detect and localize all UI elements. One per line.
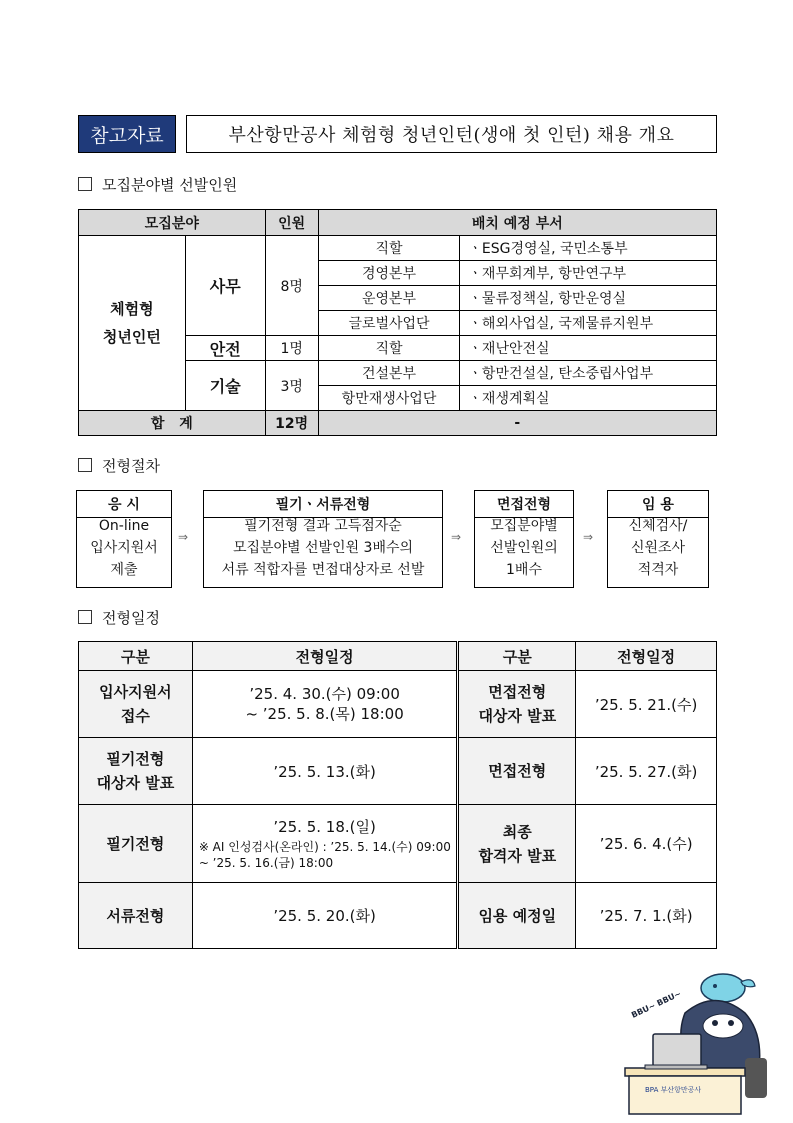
section-heading-schedule: 전형일정: [78, 607, 160, 628]
schedule-value: ’25. 5. 27.(화): [576, 738, 717, 805]
process-step-line: 신원조사: [630, 540, 686, 556]
recruitment-table: [78, 209, 717, 436]
schedule-value: ’25. 5. 21.(수): [576, 671, 717, 738]
count-safety: 1명: [265, 336, 318, 361]
schedule-value-with-note: [192, 805, 458, 883]
col-header-field: 모집분야: [79, 210, 266, 236]
total-dept: -: [318, 411, 716, 436]
dept-cell: ㆍ재무회계부, 항만연구부: [460, 261, 717, 286]
small-dolphin: [701, 974, 745, 1002]
process-step-line: 서류 적합자를 면접대상자로 선발: [221, 562, 425, 578]
category-tech: 기술: [185, 361, 265, 411]
schedule-value: ’25. 5. 13.(화): [192, 738, 458, 805]
schedule-label: 서류전형: [79, 883, 193, 949]
col-header-category: 구분: [79, 642, 193, 671]
arrow-right-icon: ⇒: [451, 530, 462, 544]
reference-label: 참고자료: [78, 115, 176, 153]
whale-eye: [712, 1020, 718, 1026]
process-step-line: 선발인원의: [490, 540, 558, 556]
total-count: 12명: [265, 411, 318, 436]
dept-cell: ㆍESG경영실, 국민소통부: [460, 236, 717, 261]
laptop-base: [645, 1065, 707, 1069]
col-header-category: 구분: [458, 642, 576, 671]
schedule-label: 최종 합격자 발표: [458, 805, 576, 883]
whale-face: [703, 1014, 743, 1038]
category-office: 사무: [185, 236, 265, 336]
process-step-interview: [474, 490, 574, 588]
schedule-label: 필기전형 대상자 발표: [79, 738, 193, 805]
col-header-schedule: 전형일정: [192, 642, 458, 671]
chair: [745, 1058, 767, 1098]
schedule-label: 입사지원서 접수: [79, 671, 193, 738]
desk-front: [629, 1076, 741, 1114]
category-safety: 안전: [185, 336, 265, 361]
checkbox-square-icon: [78, 610, 92, 624]
process-step-hire: [607, 490, 709, 588]
count-tech: 3명: [265, 361, 318, 411]
small-dolphin-eye: [713, 984, 717, 988]
col-header-count: 인원: [265, 210, 318, 236]
dept-cell: ㆍ항만건설실, 탄소중립사업부: [460, 361, 717, 386]
checkbox-square-icon: [78, 458, 92, 472]
laptop-logo: BPA 부산항만공사: [645, 1086, 702, 1094]
page-title: 부산항만공사 체험형 청년인턴(생애 첫 인턴) 채용 개요: [186, 115, 717, 153]
process-step-line: 필기전형 결과 고득점자순: [244, 518, 402, 534]
schedule-value: ’25. 7. 1.(화): [576, 883, 717, 949]
laptop-icon: [653, 1034, 701, 1066]
whale-eye: [728, 1020, 734, 1026]
arrow-right-icon: ⇒: [583, 530, 594, 544]
schedule-value: ’25. 4. 30.(수) 09:00 ~ ’25. 5. 8.(목) 18:00: [192, 671, 458, 738]
checkbox-square-icon: [78, 177, 92, 191]
dept-cell: ㆍ재생계획실: [460, 386, 717, 411]
schedule-label: 면접전형 대상자 발표: [458, 671, 576, 738]
schedule-label: 필기전형: [79, 805, 193, 883]
unit-cell: 직할: [318, 336, 460, 361]
process-step-title: 필기ㆍ서류전형: [204, 491, 442, 518]
unit-cell: 운영본부: [318, 286, 460, 311]
unit-cell: 글로벌사업단: [318, 311, 460, 336]
arrow-right-icon: ⇒: [178, 530, 189, 544]
col-header-schedule: 전형일정: [576, 642, 717, 671]
schedule-value: ’25. 5. 20.(화): [192, 883, 458, 949]
mascot-speech: BBU~ BBU~: [630, 989, 683, 1020]
process-step-line: 모집분야별: [490, 518, 558, 534]
schedule-label: 임용 예정일: [458, 883, 576, 949]
unit-cell: 건설본부: [318, 361, 460, 386]
dept-cell: ㆍ물류정책실, 항만운영실: [460, 286, 717, 311]
dept-cell: ㆍ재난안전실: [460, 336, 717, 361]
section-heading-process: 전형절차: [78, 455, 160, 476]
total-label: 합 계: [79, 411, 266, 436]
process-step-line: 1배수: [506, 562, 542, 578]
process-step-line: 적격자: [637, 562, 679, 578]
process-step-title: 면접전형: [475, 491, 573, 518]
group-cell: 체험형 청년인턴: [79, 236, 186, 411]
unit-cell: 경영본부: [318, 261, 460, 286]
schedule-note: ※ AI 인성검사(온라인) : ’25. 5. 14.(수) 09:00 ~ ’25. 5. 16.(금) 18:00: [198, 840, 451, 870]
section-heading-recruitment: 모집분야별 선발인원: [78, 174, 237, 195]
process-step-line: 입사지원서: [90, 540, 158, 556]
process-step-written: [203, 490, 443, 588]
schedule-value: ’25. 5. 18.(일): [273, 818, 376, 836]
process-step-line: 모집분야별 선발인원 3배수의: [232, 540, 414, 556]
col-header-dept: 배치 예정 부서: [318, 210, 716, 236]
unit-cell: 직할: [318, 236, 460, 261]
schedule-label: 면접전형: [458, 738, 576, 805]
process-step-line: 제출: [110, 562, 138, 578]
process-step-title: 응 시: [77, 491, 171, 518]
count-office: 8명: [265, 236, 318, 336]
unit-cell: 항만재생사업단: [318, 386, 460, 411]
process-step-line: On-line: [98, 518, 150, 534]
process-step-apply: [76, 490, 172, 588]
dept-cell: ㆍ해외사업실, 국제물류지원부: [460, 311, 717, 336]
mascot-illustration: [615, 968, 790, 1118]
process-step-title: 임 용: [608, 491, 708, 518]
schedule-value: ’25. 6. 4.(수): [576, 805, 717, 883]
process-step-line: 신체검사/: [628, 518, 688, 534]
schedule-table: [78, 641, 717, 949]
